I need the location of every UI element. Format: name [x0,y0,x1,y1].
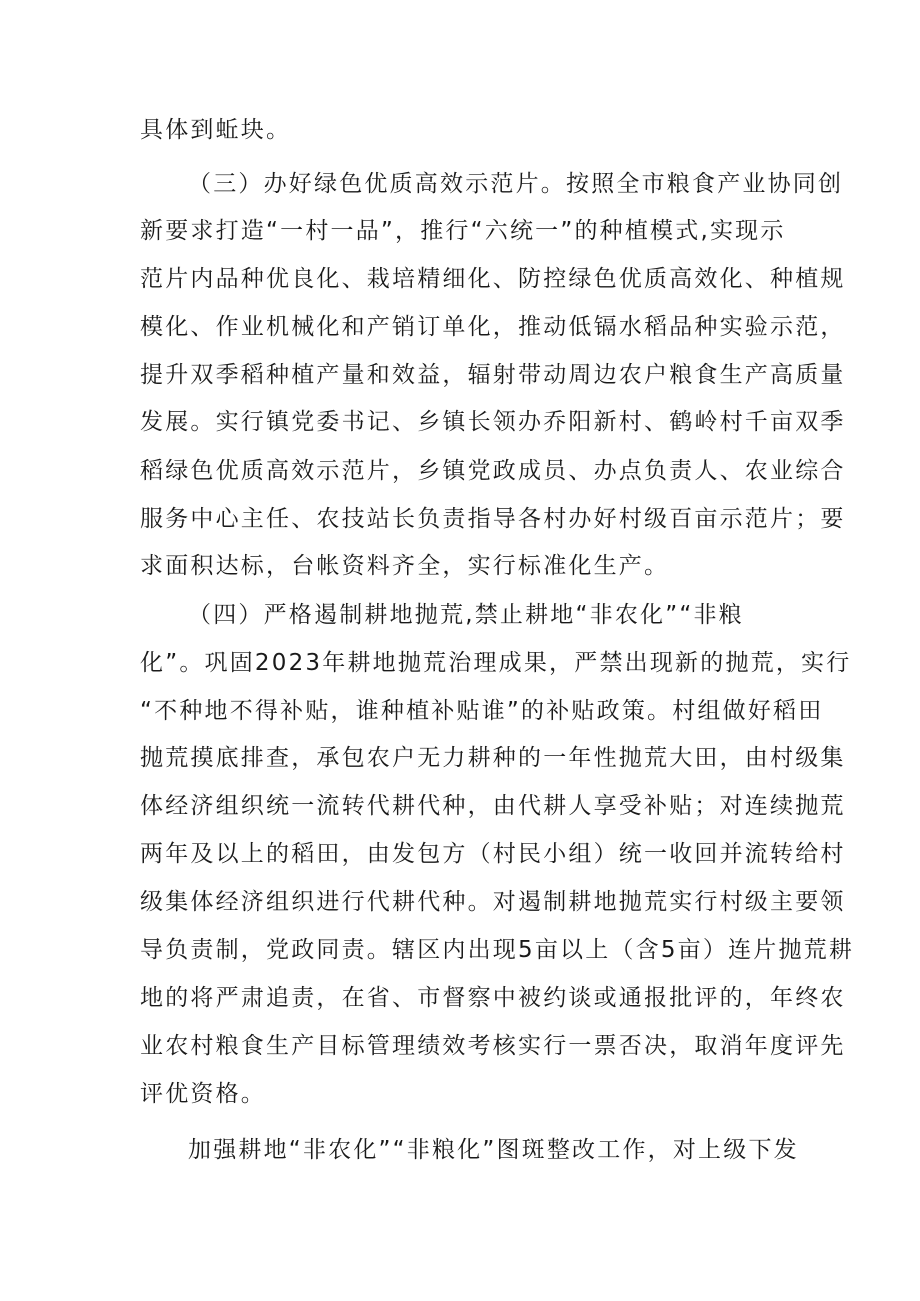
text-line: 稻绿色优质高效示范片，乡镇党政成员、办点负责人、农业综合 [140,458,846,484]
text-line: 新要求打造“一村一品”，推行“六统一”的种植模式,实现示 [140,218,786,244]
text-line: 模化、作业机械化和产销订单化，推动低镉水稻品种实验示范， [140,314,846,340]
text-line: 体经济组织统一流转代耕代种，由代耕人享受补贴；对连续抛荒 [140,793,846,819]
paragraph-start: 加强耕地“非农化”“非粮化”图斑整改工作，对上级下发 [188,1137,799,1163]
text-line: 业农村粮食生产目标管理绩效考核实行一票否决，取消年度评先 [140,1033,846,1059]
text-line: 地的将严肃追责，在省、市督察中被约谈或通报批评的，年终农 [140,985,846,1011]
text-line: 评优资格。 [140,1081,266,1107]
text-line: 范片内品种优良化、栽培精细化、防控绿色优质高效化、种植规 [140,266,846,292]
text-line: 导负责制，党政同责。辖区内出现5亩以上（含5亩）连片抛荒耕 [140,937,855,963]
text-line: 发展。实行镇党委书记、乡镇长领办乔阳新村、鹤岭村千亩双季 [140,409,846,435]
text-line: 两年及以上的稻田，由发包方（村民小组）统一收回并流转给村 [140,841,846,867]
text-line: 抛荒摸底排查，承包农户无力耕种的一年性抛荒大田，由村级集 [140,745,846,771]
section-heading-3: （三）办好绿色优质高效示范片。按照全市粮食产业协同创 [188,171,844,197]
text-line: 化”。巩固2023年耕地抛荒治理成果，严禁出现新的抛荒，实行 [140,650,852,676]
text-line: “不种地不得补贴，谁种植补贴谁”的补贴政策。村组做好稻田 [140,698,824,724]
text-line: 提升双季稻种植产量和效益，辐射带动周边农户粮食生产高质量 [140,362,846,388]
text-line: 服务中心主任、农技站长负责指导各村办好村级百亩示范片；要 [140,506,846,532]
section-heading-4: （四）严格遏制耕地抛荒,禁止耕地“非农化”“非粮 [188,602,744,628]
text-line: 具体到蚯块。 [140,117,292,143]
text-line: 级集体经济组织进行代耕代种。对遏制耕地抛荒实行村级主要领 [140,889,846,915]
text-line: 求面积达标，台帐资料齐全，实行标准化生产。 [140,553,670,579]
